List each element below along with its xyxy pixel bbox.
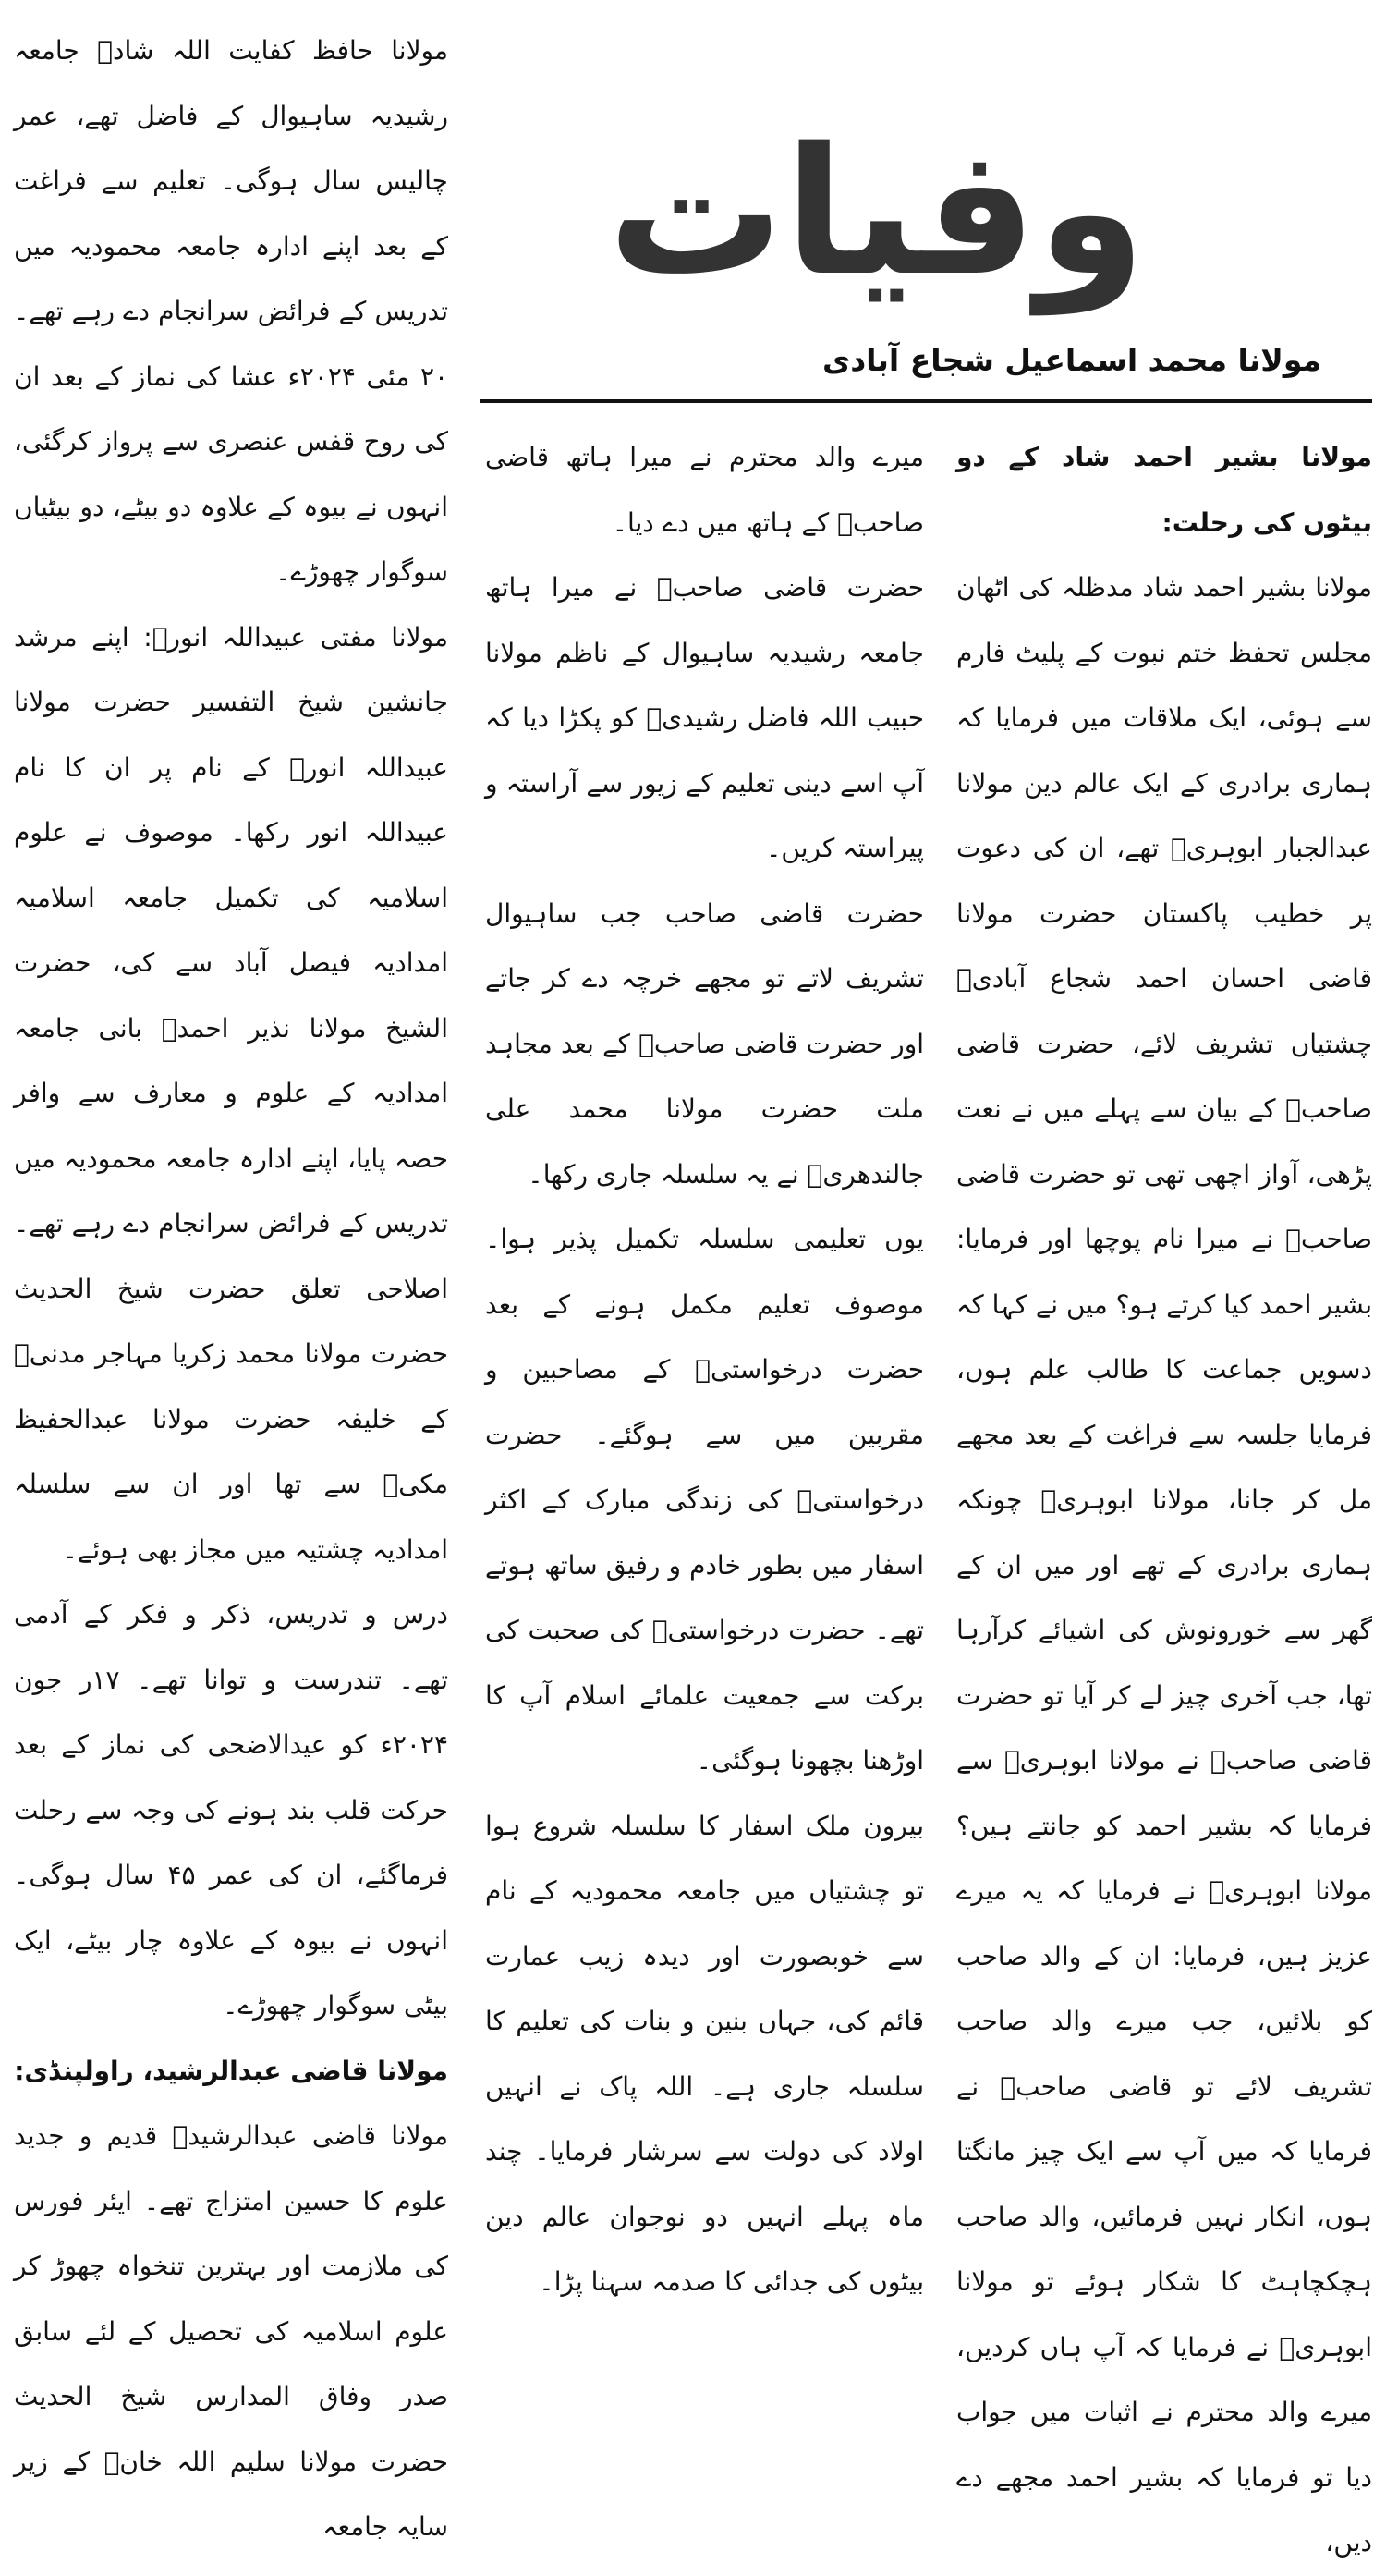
author-byline: مولانا محمد اسماعیل شجاع آبادی bbox=[821, 342, 1321, 378]
column-middle bbox=[485, 425, 924, 2315]
column-left bbox=[14, 18, 448, 2560]
paragraph: مولانا قاضی عبدالرشیدؒ قدیم و جدید علوم کا حسین امتزاج تھے۔ ایئر فورس کی ملازمت اور بہترین تنخواہ چھوڑ کر علوم اسلامیہ کی تحصیل کے لئے سابق صدر وفاق المدارس شیخ الحدیث حضرت مولانا سلیم اللہ خانؒ کے زیر سایہ جامعہ bbox=[14, 2120, 448, 2542]
paragraph: مولانا بشیر احمد شاد مدظلہ کی اٹھان مجلس تحفظ ختم نبوت کے پلیٹ فارم سے ہوئی، ایک ملاقات میں فرمایا کہ ہماری برادری کے ایک عالم دین مولانا عبدالجبار ابوہریؒ تھے، ان کی دعوت پر خطیب پاکستان حضرت مولانا قاضی احسان احمد شجاع آبادیؒ چشتیاں تشریف لائے، حضرت قاضی صاحبؒ کے بیان سے پہلے میں نے نعت پڑھی، آواز اچھی تھی تو حضرت قاضی صاحبؒ نے میرا نام پوچھا اور فرمایا: بشیر احمد کیا کرتے ہو؟ میں نے کہا کہ دسویں جماعت کا طالب علم ہوں، فرمایا جلسہ سے فراغت کے بعد مجھے مل کر جانا، مولانا ابوہریؒ چونکہ ہماری برادری کے تھے اور میں ان کے گھر سے خورونوش کی اشیائے کرآرہا تھا، جب آخری چیز لے کر آیا تو حضرت قاضی صاحبؒ نے مولانا ابوہریؒ سے فرمایا کہ بشیر احمد کو جانتے ہیں؟ مولانا ابوہریؒ نے فرمایا کہ یہ میرے عزیز ہیں، فرمایا: ان کے والد صاحب کو بلائیں، جب میرے والد صاحب تشریف لائے تو قاضی صاحبؒ نے فرمایا کہ میں آپ سے ایک چیز مانگتا ہوں، انکار نہیں فرمائیں، والد صاحب ہچکچاہٹ کا شکار ہوئے تو مولانا ابوہریؒ نے فرمایا کہ آپ ہاں کردیں، میرے والد محترم نے اثبات میں جواب دیا تو فرمایا کہ بشیر احمد مجھے دے دیں، bbox=[956, 572, 1372, 2558]
paragraph: یوں تعلیمی سلسلہ تکمیل پذیر ہوا۔ موصوف تعلیم مکمل ہونے کے بعد حضرت درخواستیؒ کے مصاحبین و مقربین میں سے ہوگئے۔ حضرت درخواستیؒ کی زندگی مبارک کے اکثر اسفار میں بطور خادم و رفیق ساتھ ہوتے تھے۔ حضرت درخواستیؒ کی صحبت کی برکت سے جمعیت علمائے اسلام آپ کا اوڑھنا بچھونا ہوگئی۔ bbox=[485, 1224, 924, 1776]
paragraph: مولانا حافظ کفایت اللہ شادؒ جامعہ رشیدیہ ساہیوال کے فاضل تھے، عمر چالیس سال ہوگی۔ تعلیم سے فراغت کے بعد اپنے ادارہ جامعہ محمودیہ میں تدریس کے فرائض سرانجام دے رہے تھے۔ ۲۰ مئی ۲۰۲۴ء عشا کی نماز کے بعد ان کی روح قفس عنصری سے پرواز کرگئی، انہوں نے بیوہ کے علاوہ دو بیٹے، دو بیٹیاں سوگوار چھوڑے۔ bbox=[14, 35, 449, 587]
section-heading: مولانا قاضی عبدالرشید، راولپنڈی: bbox=[14, 2055, 448, 2086]
section-heading: مولانا بشیر احمد شاد کے دو بیٹوں کی رحلت: bbox=[956, 442, 1372, 538]
paragraph: میرے والد محترم نے میرا ہاتھ قاضی صاحبؒ کے ہاتھ میں دے دیا۔ bbox=[485, 442, 924, 538]
paragraph: مولانا مفتی عبیداللہ انورؒ: اپنے مرشد جانشین شیخ التفسیر حضرت مولانا عبیداللہ انورؒ کے نام پر ان کا نام عبیداللہ انور رکھا۔ موصوف نے علوم اسلامیہ کی تکمیل جامعہ اسلامیہ امدادیہ فیصل آباد سے کی، حضرت الشیخ مولانا نذیر احمدؒ بانی جامعہ امدادیہ کے علوم و معارف سے وافر حصہ پایا، اپنے ادارہ جامعہ محمودیہ میں تدریس کے فرائض سرانجام دے رہے تھے۔ اصلاحی تعلق حضرت شیخ الحدیث حضرت مولانا محمد زکریا مہاجر مدنیؒ کے خلیفہ حضرت مولانا عبدالحفیظ مکیؒ سے تھا اور ان سے سلسلہ امدادیہ چشتیہ میں مجاز بھی ہوئے۔ bbox=[14, 621, 448, 1565]
paragraph: حضرت قاضی صاحبؒ نے میرا ہاتھ جامعہ رشیدیہ ساہیوال کے ناظم مولانا حبیب اللہ فاضل رشیدیؒ کو پکڑا دیا کہ آپ اسے دینی تعلیم کے زیور سے آراستہ و پیراستہ کریں۔ bbox=[485, 572, 924, 863]
header-rule bbox=[480, 399, 1372, 403]
paragraph: بیرون ملک اسفار کا سلسلہ شروع ہوا تو چشتیاں میں جامعہ محمودیہ کے نام سے خوبصورت اور دیدہ زیب عمارت قائم کی، جہاں بنین و بنات کی تعلیم کا سلسلہ جاری ہے۔ اللہ پاک نے انہیں اولاد کی دولت سے سرشار فرمایا۔ چند ماہ پہلے انہیں دو نوجوان عالم دین بیٹوں کی جدائی کا صدمہ سہنا پڑا۔ bbox=[485, 1810, 924, 2297]
page-title-block bbox=[607, 110, 1146, 314]
page-title: وفیات bbox=[607, 110, 1146, 314]
paragraph: درس و تدریس، ذکر و فکر کے آدمی تھے۔ تندرست و توانا تھے۔ ۱۷ر جون ۲۰۲۴ء کو عیدالاضحی کی نماز کے بعد حرکت قلب بند ہونے کی وجہ سے رحلت فرماگئے، ان کی عمر ۴۵ سال ہوگی۔ انہوں نے بیوہ کے علاوہ چار بیٹے، ایک بیٹی سوگوار چھوڑے۔ bbox=[14, 1599, 448, 2021]
paragraph: حضرت قاضی صاحب جب ساہیوال تشریف لاتے تو مجھے خرچہ دے کر جاتے اور حضرت قاضی صاحبؒ کے بعد مجاہد ملت حضرت مولانا محمد علی جالندھریؒ نے یہ سلسلہ جاری رکھا۔ bbox=[485, 897, 924, 1190]
column-right bbox=[956, 425, 1372, 2576]
